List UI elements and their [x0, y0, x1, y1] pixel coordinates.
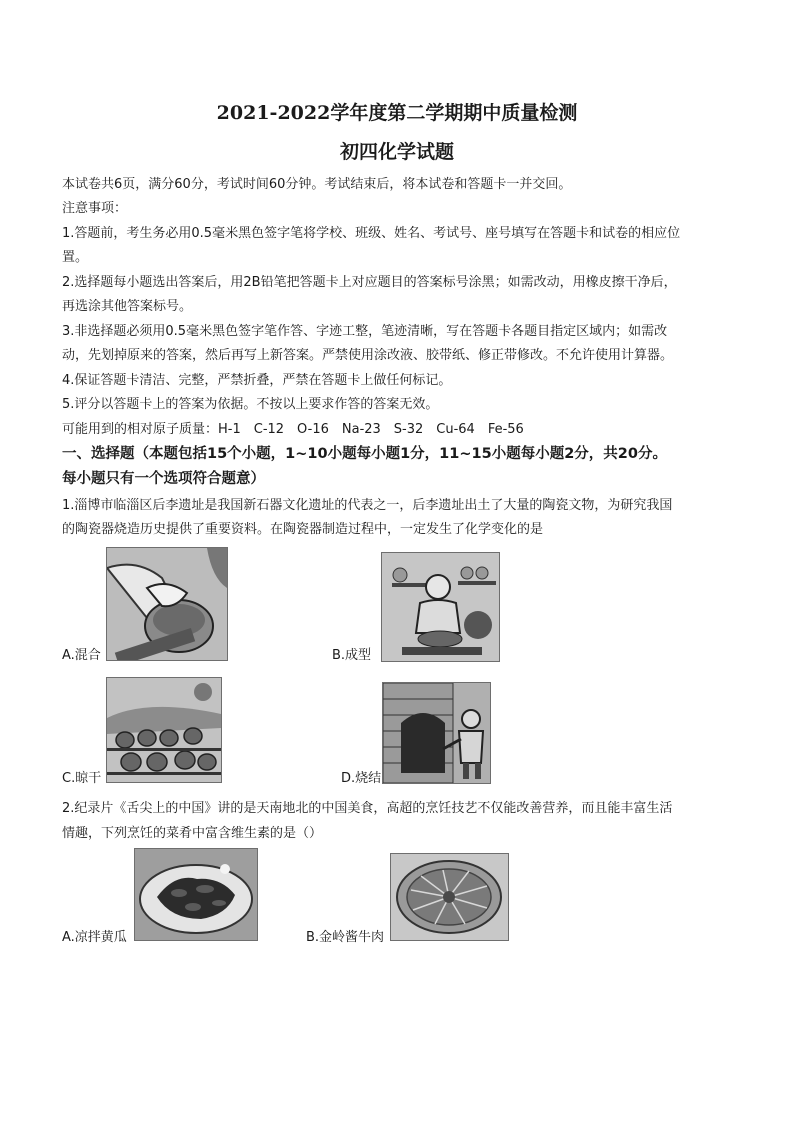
q2-option-a: A.凉拌黄瓜 — [62, 930, 127, 945]
cucumber-salad-image — [134, 848, 258, 941]
notes-heading: 注意事项： — [62, 201, 128, 216]
braised-beef-image — [390, 853, 509, 941]
intro-text: 本试卷共6页，满分60分，考试时间60分钟。考试结束后，将本试卷和答题卡一并交回。 — [62, 177, 572, 192]
note-line: 3.非选择题必须用0.5毫米黑色签字笔作答、字迹工整，笔迹清晰，写在答题卡各题目指定区域内；如需改 — [62, 324, 668, 339]
q1-stem: 1.淄博市临淄区后李遗址是我国新石器文化遗址的代表之一，后李遗址出土了大量的陶瓷文物，为研究我国 — [62, 498, 673, 513]
note-line: 置。 — [62, 250, 89, 265]
note-line: 动，先划掉原来的答案，然后再写上新答案。严禁使用涂改液、胶带纸、修正带修改。不允许使用计算器。 — [62, 348, 674, 363]
kiln-firing-image — [382, 682, 491, 784]
mixing-clay-image — [106, 547, 228, 661]
q1-stem-cont: 的陶瓷器烧造历史提供了重要资料。在陶瓷器制造过程中，一定发生了化学变化的是 — [62, 522, 544, 537]
shaping-pottery-image — [381, 552, 500, 662]
note-line: 5.评分以答题卡上的答案为依据。不按以上要求作答的答案无效。 — [62, 397, 439, 412]
q1-option-d: D.烧结 — [341, 771, 382, 786]
q1-option-b: B.成型 — [332, 648, 372, 663]
section-heading: 一、选择题（本题包括15个小题，1~10小题每小题1分，11~15小题每小题2分，共20分。 — [62, 446, 667, 462]
exam-title: 2021-2022学年度第二学期期中质量检测 — [216, 102, 578, 124]
q2-option-b: B.金岭酱牛肉 — [306, 930, 385, 945]
q2-stem-cont: 情趣，下列烹饪的菜肴中富含维生素的是（） — [62, 826, 323, 841]
note-line: 1.答题前，考生务必用0.5毫米黑色签字笔将学校、班级、姓名、考试号、座号填写在答题卡和试卷的相应位 — [62, 226, 681, 241]
q1-option-c: C.晾干 — [62, 771, 102, 786]
note-line: 再选涂其他答案标号。 — [62, 299, 193, 314]
q2-stem: 2.纪录片《舌尖上的中国》讲的是天南地北的中国美食，高超的烹饪技艺不仅能改善营养，而且能丰富生活 — [62, 801, 673, 816]
section-heading-cont: 每小题只有一个选项符合题意） — [62, 471, 265, 487]
atomic-masses: 可能用到的相对原子质量：H-1 C-12 O-16 Na-23 S-32 Cu-64 Fe-56 — [62, 422, 524, 437]
exam-subtitle: 初四化学试题 — [339, 141, 454, 163]
q1-option-a: A.混合 — [62, 648, 101, 663]
note-line: 2.选择题每小题选出答案后，用2B铅笔把答题卡上对应题目的答案标号涂黑；如需改动，用橡皮擦干净后， — [62, 275, 677, 290]
drying-pottery-image — [106, 677, 222, 783]
note-line: 4.保证答题卡清洁、完整，严禁折叠，严禁在答题卡上做任何标记。 — [62, 373, 452, 388]
